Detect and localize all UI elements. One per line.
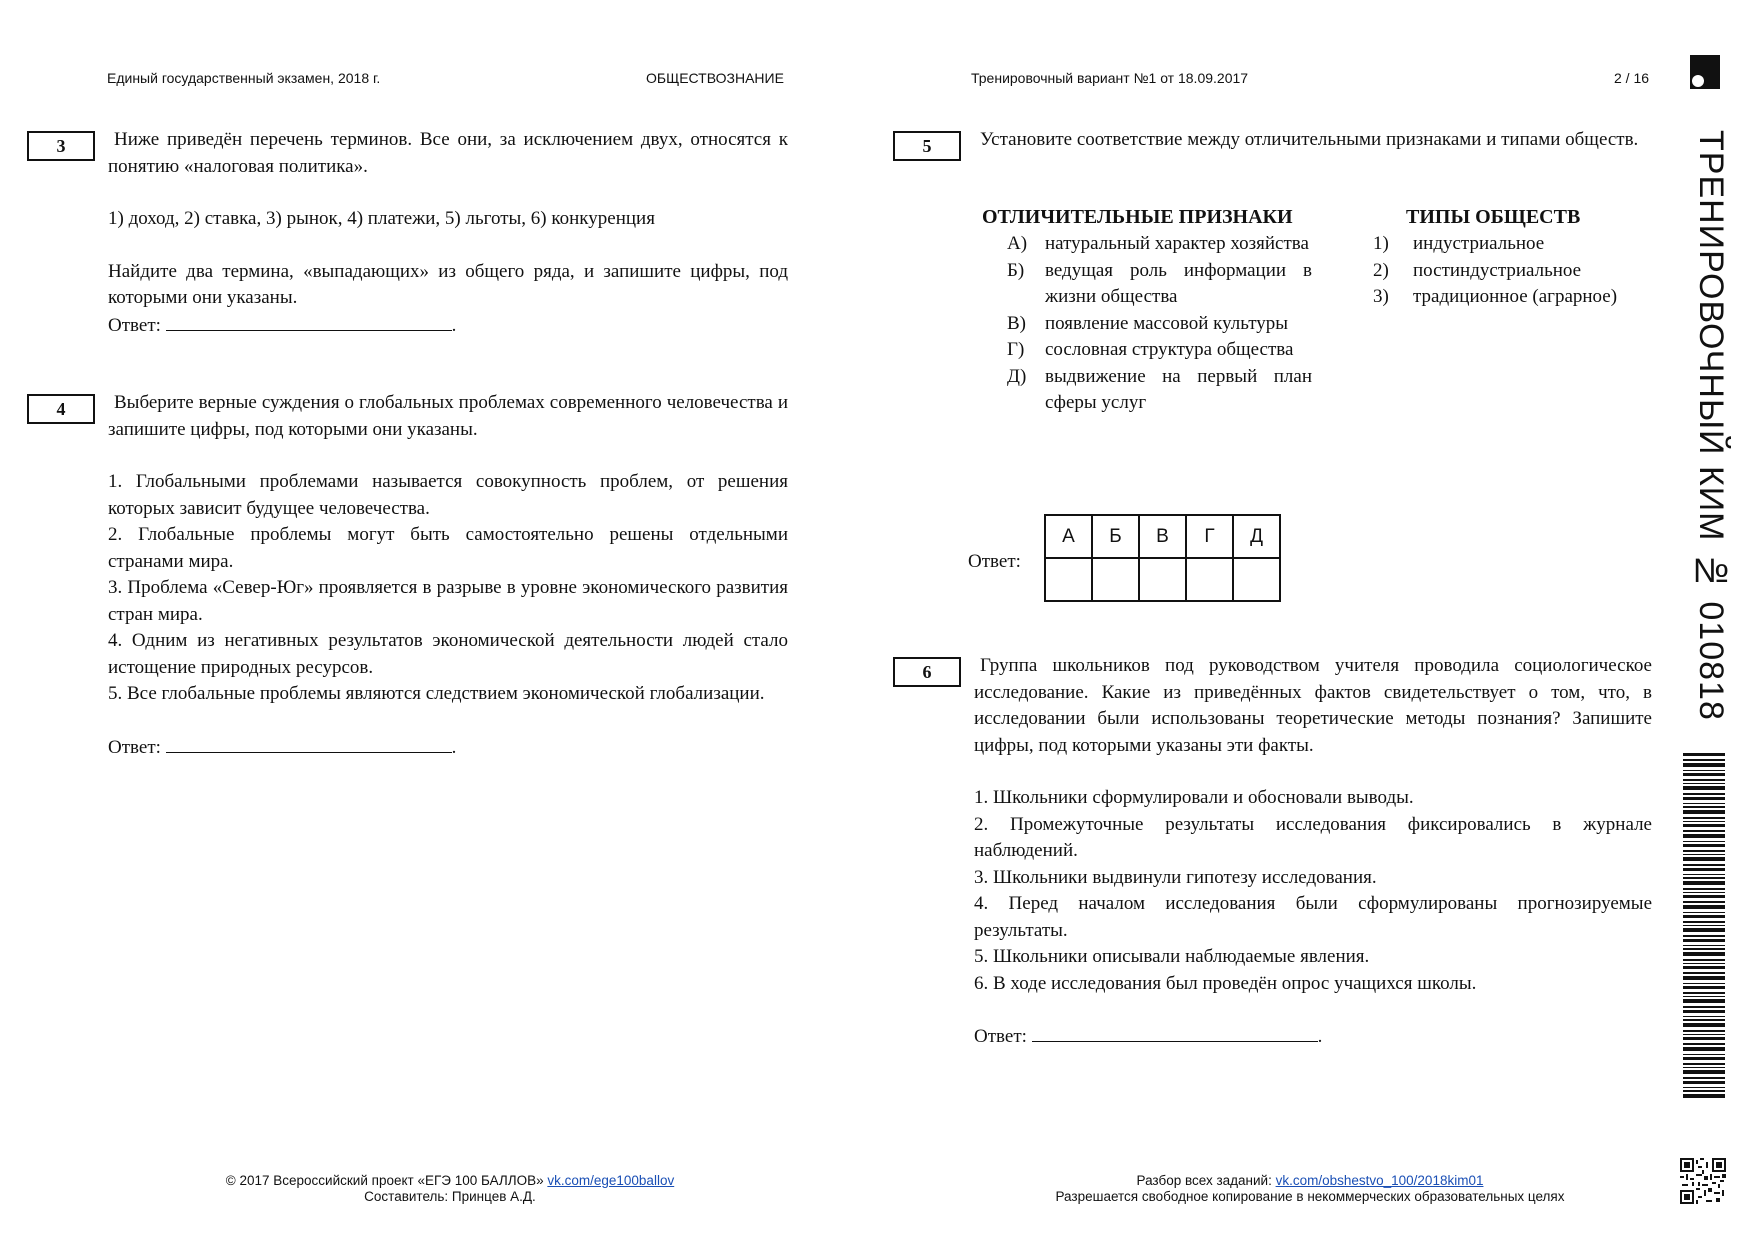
answer-cell-v[interactable]	[1139, 558, 1186, 601]
footer-copyright: © 2017 Всероссийский проект «ЕГЭ 100 БАЛЛОВ»	[225, 1173, 544, 1188]
question-3-number-box: 3	[27, 131, 95, 161]
feature-item	[1007, 231, 1312, 258]
question-6-answer-field[interactable]	[1032, 1023, 1318, 1042]
question-6-item: 4. Перед началом исследования были сформулированы прогнозируемые результаты.	[974, 893, 1652, 941]
footer-right	[1010, 1173, 1610, 1205]
feature-item	[1007, 337, 1312, 364]
society-type-number: 2)	[1373, 259, 1389, 281]
barcode-icon	[1683, 753, 1725, 1100]
footer-analysis-label: Разбор всех заданий:	[1136, 1173, 1272, 1188]
question-6-answer: Ответ: .	[974, 1023, 1652, 1051]
feature-letter: В)	[1007, 312, 1026, 334]
society-type-number: 1)	[1373, 233, 1389, 254]
question-3-answer: Ответ: .	[108, 312, 788, 340]
question-6-intro: Группа школьников под руководством учителя проводила социологическое исследование. Какие из приведённых фактов свидетельствует о том, что, в исследовании были использованы теоретические методы познания? Запишите цифры, под которыми указаны эти факты.	[974, 655, 1652, 756]
features-list	[1007, 231, 1312, 417]
answer-label: Ответ:	[974, 1026, 1027, 1047]
society-type-item	[1373, 231, 1617, 258]
question-4-intro: Выберите верные суждения о глобальных проблемах современного человечества и запишите цифры, под которыми они указаны.	[108, 392, 788, 440]
question-4-item: 2. Глобальные проблемы могут быть самостоятельно решены отдельными странами мира.	[108, 524, 788, 572]
question-4-item: 4. Одним из негативных результатов экономической деятельности людей стало истощение природных ресурсов.	[108, 630, 788, 678]
feature-item	[1007, 364, 1312, 417]
footer-link-analysis[interactable]: vk.com/obshestvo_100/2018kim01	[1275, 1173, 1484, 1188]
question-4-item: 5. Все глобальные проблемы являются следствием экономической глобализации.	[108, 683, 765, 704]
society-type-text: индустриальное	[1413, 233, 1545, 254]
feature-item	[1007, 258, 1312, 311]
society-types-list	[1373, 231, 1617, 311]
answer-cell-a[interactable]	[1045, 558, 1092, 601]
feature-text: выдвижение на первый план сферы услуг	[1045, 365, 1312, 413]
question-6-item: 6. В ходе исследования был проведён опрос учащихся школы.	[974, 972, 1477, 994]
question-5-answer-table	[1044, 514, 1281, 602]
answer-label: Ответ:	[108, 314, 161, 336]
society-type-number: 3)	[1373, 286, 1389, 307]
question-4-item: 1. Глобальными проблемами называется совокупность проблем, от решения которых зависит будущее человечества.	[108, 471, 788, 519]
question-3-terms: 1) доход, 2) ставка, 3) рынок, 4) платежи, 5) льготы, 6) конкуренция	[108, 208, 655, 229]
question-6-item: 3. Школьники выдвинули гипотезу исследования.	[974, 866, 1377, 888]
society-type-text: традиционное (аграрное)	[1413, 286, 1618, 307]
feature-text: сословная структура общества	[1045, 339, 1294, 360]
feature-text: ведущая роль информации в жизни общества	[1045, 259, 1312, 307]
question-5-intro	[974, 127, 1652, 154]
question-4	[108, 390, 788, 761]
header-exam-title: Единый государственный экзамен, 2018 г.	[107, 70, 381, 86]
question-3	[108, 127, 788, 339]
qr-code-icon	[1680, 1158, 1726, 1204]
feature-letter: Б)	[1007, 259, 1025, 281]
answer-table-header: Г	[1186, 515, 1233, 558]
question-4-item: 3. Проблема «Север-Юг» проявляется в разрыве в уровне экономического развития стран мира.	[108, 577, 788, 625]
answer-cell-b[interactable]	[1092, 558, 1139, 601]
society-type-item	[1373, 284, 1617, 311]
answer-table-header: А	[1045, 515, 1092, 558]
answer-table-header: Б	[1092, 515, 1139, 558]
feature-text: появление массовой культуры	[1045, 312, 1289, 334]
question-3-answer-field[interactable]	[166, 312, 452, 331]
society-types-heading: ТИПЫ ОБЩЕСТВ	[1406, 206, 1581, 228]
corner-marker-icon	[1690, 55, 1720, 89]
question-6-number-box: 6	[893, 657, 961, 687]
answer-cell-g[interactable]	[1186, 558, 1233, 601]
answer-cell-d[interactable]	[1233, 558, 1280, 601]
society-type-text: постиндустриальное	[1413, 259, 1582, 281]
footer-license: Разрешается свободное копирование в некоммерческих образовательных целях	[1055, 1189, 1565, 1204]
question-5-number-box: 5	[893, 131, 961, 161]
answer-table-header: В	[1139, 515, 1186, 558]
side-kim-title: ТРЕНИРОВОЧНЫЙ КИМ № 010818	[1692, 130, 1730, 721]
question-6	[974, 653, 1652, 1051]
feature-letter: Д)	[1007, 365, 1027, 387]
question-5-intro-text: Установите соответствие между отличительными признаками и типами обществ.	[980, 129, 1639, 150]
society-type-item	[1373, 258, 1617, 285]
question-4-answer-field[interactable]	[166, 734, 452, 753]
answer-label: Ответ:	[108, 736, 161, 758]
question-4-answer: Ответ: .	[108, 734, 788, 762]
feature-item	[1007, 311, 1312, 338]
question-6-item: 2. Промежуточные результаты исследования фиксировались в журнале наблюдений.	[974, 813, 1652, 861]
feature-letter: Г)	[1007, 339, 1025, 360]
question-6-item: 1. Школьники сформулировали и обосновали выводы.	[974, 787, 1414, 808]
question-4-number-box: 4	[27, 394, 95, 424]
features-heading: ОТЛИЧИТЕЛЬНЫЕ ПРИЗНАКИ	[982, 206, 1293, 228]
question-3-intro: Ниже приведён перечень терминов. Все они, за исключением двух, относятся к понятию «налоговая политика».	[108, 129, 788, 177]
question-3-task: Найдите два термина, «выпадающих» из общего ряда, и запишите цифры, под которыми они указаны.	[108, 260, 788, 308]
answer-table-header: Д	[1233, 515, 1280, 558]
footer-link-ege100ballov[interactable]: vk.com/ege100ballov	[547, 1173, 675, 1188]
header-variant: Тренировочный вариант №1 от 18.09.2017	[971, 70, 1249, 86]
header-page-number: 2 / 16	[1614, 70, 1650, 86]
feature-letter: А)	[1007, 233, 1028, 254]
header-subject: ОБЩЕСТВОЗНАНИЕ	[646, 70, 784, 86]
feature-text: натуральный характер хозяйства	[1045, 233, 1309, 254]
question-6-item: 5. Школьники описывали наблюдаемые явления.	[974, 946, 1370, 967]
footer-left	[150, 1173, 750, 1205]
question-5-answer-label: Ответ:	[968, 551, 1021, 572]
footer-author: Составитель: Принцев А.Д.	[364, 1189, 536, 1204]
